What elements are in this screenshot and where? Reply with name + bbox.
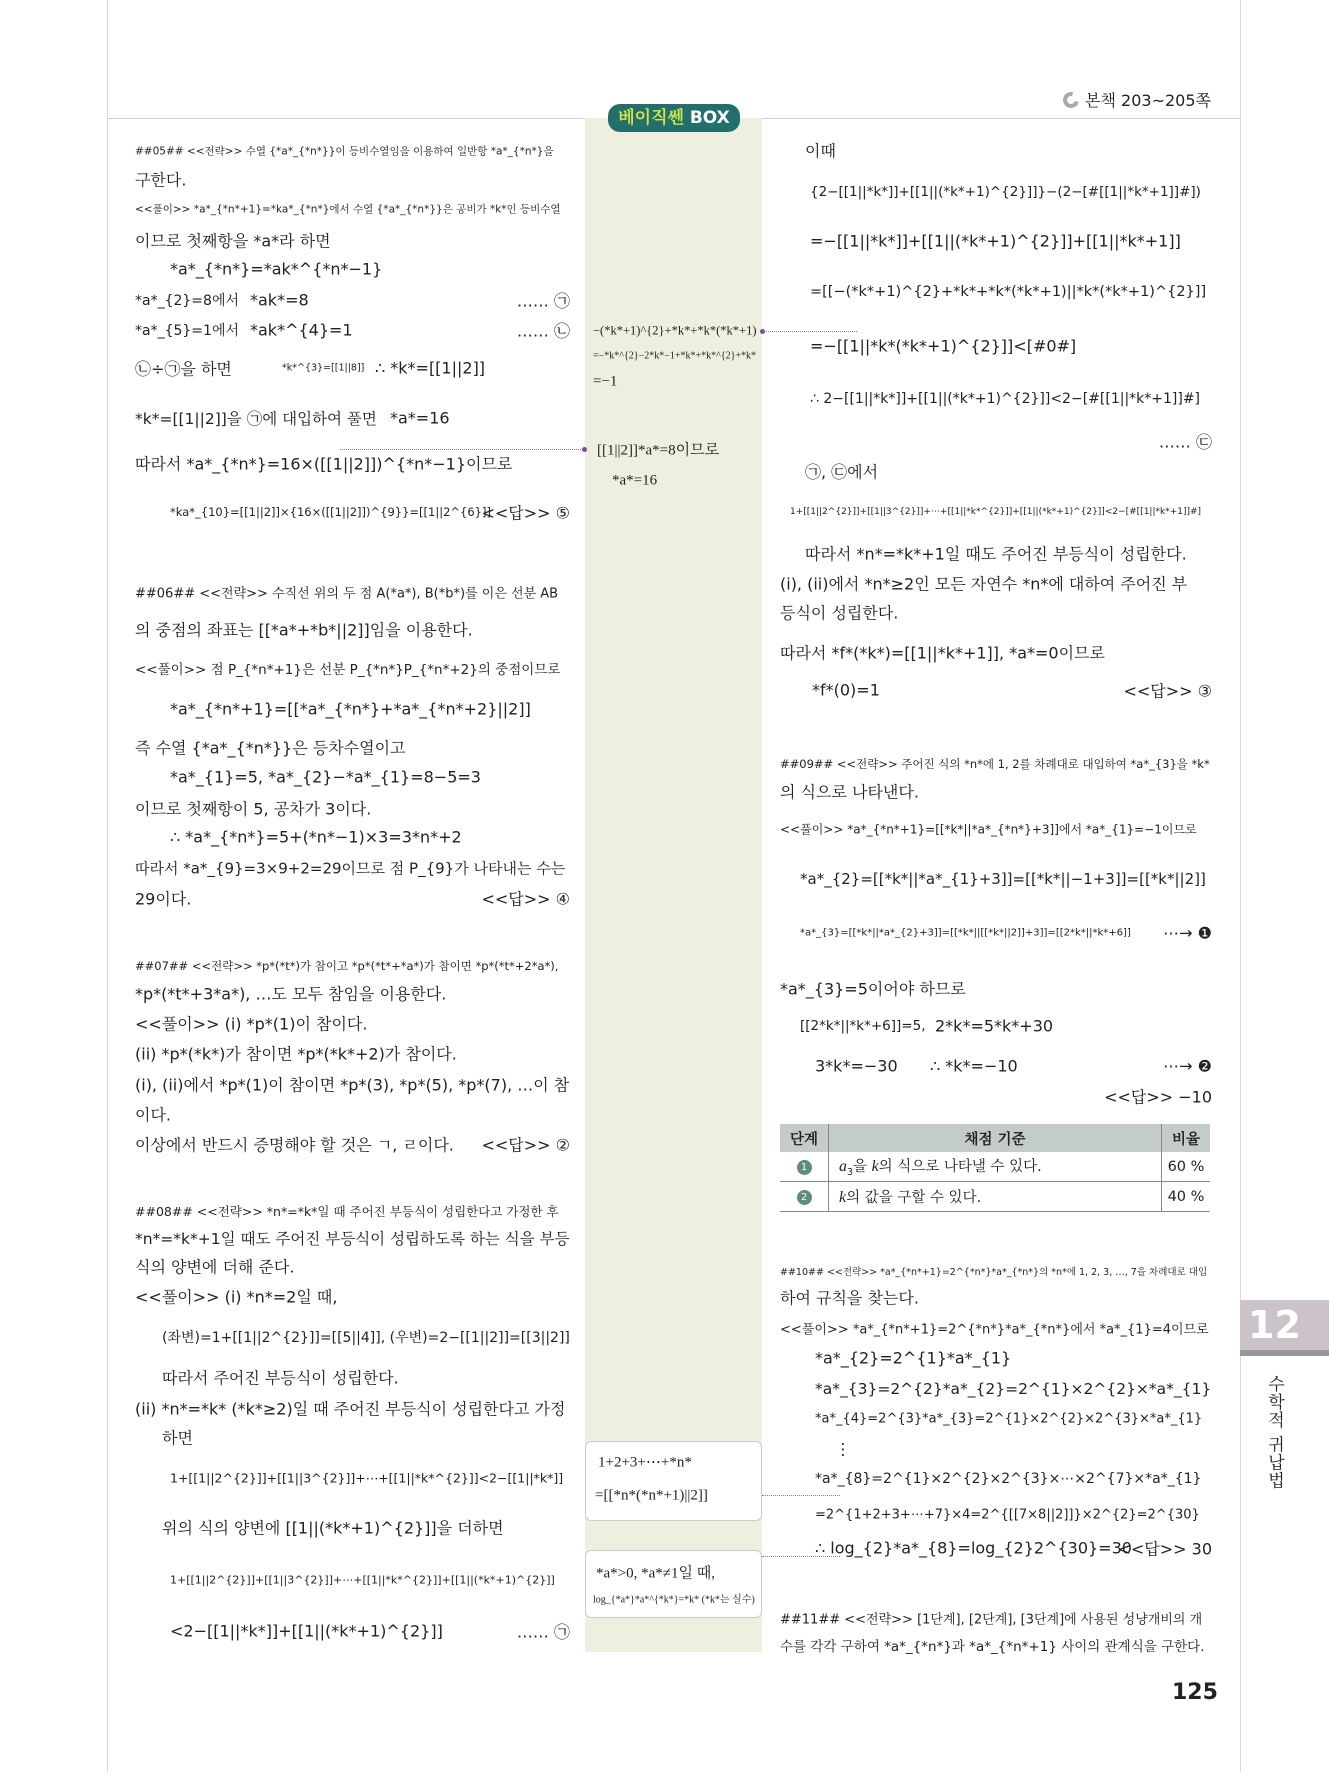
solution-line: …… ㉠ xyxy=(516,291,570,311)
solution-line: ##11## <<전략>> [1단계], [2단계], [3단계]에 사용된 성냥개비의 개 xyxy=(780,1612,1203,1628)
page-number: 125 xyxy=(1172,1680,1218,1705)
solution-line: *ak*=8 xyxy=(250,290,309,310)
step-badge: 2 xyxy=(797,1190,812,1205)
solution-line: <<풀이>> *a*_{*n*+1}=[[*k*||*a*_{*n*}+3]]에서 *a*_{1}=−1이므로 xyxy=(780,822,1197,837)
page-margin-left xyxy=(107,0,108,1772)
solution-line: ⋯→ ❷ xyxy=(1163,1056,1212,1076)
solution-line: =−[[1||*k*(*k*+1)^{2}]]<[#0#] xyxy=(810,336,1077,356)
solution-line: 위의 식의 양변에 [[1||(*k*+1)^{2}]]을 더하면 xyxy=(162,1518,504,1538)
solution-line: *a*_{3}=2^{2}*a*_{2}=2^{1}×2^{2}×*a*_{1} xyxy=(815,1380,1212,1398)
ratio: 40 % xyxy=(1162,1182,1211,1212)
solution-line: 1+[[1||2^{2}]]+[[1||3^{2}]]+⋯+[[1||*k*^{2}]]<2−[[1||*k*]] xyxy=(170,1470,564,1486)
solution-line: <<답>> ④ xyxy=(481,889,570,909)
solution-line: 따라서 *f*(*k*)=[[1||*k*+1]], *a*=0이므로 xyxy=(780,643,1105,663)
solution-line: *f*(0)=1 xyxy=(812,680,880,700)
box-note: −(*k*+1)^{2}+*k*+*k*(*k*+1) xyxy=(593,323,757,338)
solution-line: 이므로 첫째항을 *a*라 하면 xyxy=(135,231,331,251)
solution-line: 1+[[1||2^{2}]]+[[1||3^{2}]]+⋯+[[1||*k*^{2}]]+[[1||(*k*+1)^{2}]] xyxy=(170,1573,555,1587)
box-label-left: 베이직쎈 xyxy=(618,108,684,128)
solution-line: =[[−(*k*+1)^{2}+*k*+*k*(*k*+1)||*k*(*k*+1)^{2}]] xyxy=(810,284,1207,300)
solution-line: *a*_{*n*}=*ak*^{*n*−1} xyxy=(170,259,383,279)
solution-line: 하면 xyxy=(162,1428,193,1448)
header-ratio: 비율 xyxy=(1162,1124,1211,1152)
solution-line: ∴ 2−[[1||*k*]]+[[1||(*k*+1)^{2}]]<2−[#[[1||*k*+1]]#] xyxy=(810,391,1201,407)
solution-line: 2*k*=5*k*+30 xyxy=(935,1016,1054,1036)
solution-line: <<풀이>> (i) *p*(1)이 참이다. xyxy=(135,1014,368,1034)
solution-line: 등식이 성립한다. xyxy=(780,603,899,623)
solution-line: <<답>> ③ xyxy=(1123,681,1212,701)
solution-line: ##05## <<전략>> 수열 {*a*_{*n*}}이 등비수열임을 이용하여 일반항 *a*_{*n*}을 xyxy=(135,145,554,158)
box-note: *a*=16 xyxy=(612,472,658,489)
basic-box-column xyxy=(585,118,762,1652)
solution-line: *a*_{2}=[[*k*||*a*_{1}+3]]=[[*k*||−1+3]]=[[*k*||2]] xyxy=(800,870,1206,888)
solution-line: ##08## <<전략>> *n*=*k*일 때 주어진 부등식이 성립한다고 가정한 후 xyxy=(135,1204,559,1219)
solution-line: ##10## <<전략>> *a*_{*n*+1}=2^{*n*}*a*_{*n*}의 *n*에 1, 2, 3, …, 7을 차례대로 대입 xyxy=(780,1267,1208,1278)
solution-line: ∴ *k*=[[1||2]] xyxy=(375,358,486,378)
solution-line: 구한다. xyxy=(135,170,187,190)
solution-line: 따라서 *a*_{9}=3×9+2=29이므로 점 P_{9}가 나타내는 수는 xyxy=(135,859,566,878)
connector-dot xyxy=(582,447,587,452)
solution-line: <<답>> 30 xyxy=(1117,1539,1212,1559)
solution-line: 1+[[1||2^{2}]]+[[1||3^{2}]]+⋯+[[1||*k*^{2}]]+[[1||(*k*+1)^{2}]]<2−[#[[1||*k*+1]]#] xyxy=(790,507,1202,517)
box-note: 1+2+3+⋯+*n* xyxy=(598,1454,692,1471)
solution-line: 하여 규칙을 찾는다. xyxy=(780,1288,919,1308)
scoring-table xyxy=(780,1124,1210,1212)
page-margin-right xyxy=(1240,0,1241,1772)
solution-line: ⋮ xyxy=(835,1439,851,1459)
solution-line: 29이다. xyxy=(135,889,192,909)
solution-line: <<답>> ② xyxy=(481,1135,570,1155)
solution-line: …… ㉠ xyxy=(516,1622,570,1642)
criterion: k의 값을 구할 수 있다. xyxy=(829,1182,1162,1212)
solution-line: 의 식으로 나타낸다. xyxy=(780,782,919,802)
solution-line: ∴ log_{2}*a*_{8}=log_{2}2^{30}=30 xyxy=(815,1538,1132,1558)
solution-line: 식의 양변에 더해 준다. xyxy=(135,1257,295,1277)
solution-line: 즉 수열 {*a*_{*n*}}은 등차수열이고 xyxy=(135,738,406,758)
solution-line: ##07## <<전략>> *p*(*t*)가 참이고 *p*(*t*+*a*)가 참이면 *p*(*t*+2*a*), xyxy=(135,959,559,973)
solution-line: *a*_{*n*+1}=[[*a*_{*n*}+*a*_{*n*+2}||2]] xyxy=(170,699,531,719)
solution-line: *a*_{4}=2^{3}*a*_{3}=2^{1}×2^{2}×2^{3}×*a*_{1} xyxy=(815,1411,1203,1427)
solution-line: 이때 xyxy=(805,141,836,161)
solution-line: (좌변)=1+[[1||2^{2}]]=[[5||4]], (우변)=2−[[1||2]]=[[3||2]] xyxy=(162,1330,570,1346)
solution-line: =2^{1+2+3+⋯+7}×4=2^{[[7×8||2]]}×2^{2}=2^{30} xyxy=(815,1507,1200,1523)
table-row xyxy=(780,1152,1210,1182)
solution-line: <2−[[1||*k*]]+[[1||(*k*+1)^{2}]] xyxy=(170,1621,443,1641)
connector-dot xyxy=(760,329,765,334)
solution-line: *ak*^{4}=1 xyxy=(250,320,353,340)
solution-line: 이므로 첫째항이 5, 공차가 3이다. xyxy=(135,799,372,819)
solution-line: <<풀이>> 점 P_{*n*+1}은 선분 P_{*n*}P_{*n*+2}의 중점이므로 xyxy=(135,662,561,678)
box-note: =−1 xyxy=(593,373,618,390)
solution-line: *a*_{3}=[[*k*||*a*_{2}+3]]=[[*k*||[[*k*||2]]+3]]=[[2*k*||*k*+6]] xyxy=(800,927,1131,939)
ratio: 60 % xyxy=(1162,1152,1211,1182)
solution-line: *p*(*t*+3*a*), …도 모두 참임을 이용한다. xyxy=(135,984,447,1004)
solution-line: 이상에서 반드시 증명해야 할 것은 ㄱ, ㄹ이다. xyxy=(135,1135,454,1155)
solution-line: …… ㉢ xyxy=(1158,432,1212,452)
box-label-right: BOX xyxy=(689,108,730,128)
solution-line: …… ㉡ xyxy=(516,321,570,341)
solution-line: (i), (ii)에서 *p*(1)이 참이면 *p*(3), *p*(5), *p*(7), …이 참 xyxy=(135,1075,570,1095)
solution-line: (ii) *p*(*k*)가 참이면 *p*(*k*+2)가 참이다. xyxy=(135,1044,457,1064)
solution-line: 따라서 *n*=*k*+1일 때도 주어진 부등식이 성립한다. xyxy=(805,544,1187,564)
solution-line: [[2*k*||*k*+6]]=5, xyxy=(800,1018,926,1034)
solution-line: ⋯→ ❶ xyxy=(1163,923,1212,943)
solution-line: =−[[1||*k*]]+[[1||(*k*+1)^{2}]]+[[1||*k*+1]] xyxy=(810,231,1181,251)
note-box-log-formula xyxy=(585,1550,762,1618)
solution-line: 의 중점의 좌표는 [[*a*+*b*||2]]임을 이용한다. xyxy=(135,620,473,640)
solution-line: ㉡÷㉠을 하면 xyxy=(135,359,232,379)
solution-line: *a*_{3}=5이어야 하므로 xyxy=(780,979,966,999)
solution-line: *a*_{1}=5, *a*_{2}−*a*_{1}=8−5=3 xyxy=(170,767,481,787)
solution-line: *a*_{5}=1에서 xyxy=(135,323,239,339)
crescent-icon xyxy=(1060,89,1082,111)
connector-line xyxy=(762,331,857,332)
solution-line: 이다. xyxy=(135,1105,171,1125)
solution-line: <<풀이>> (i) *n*=2일 때, xyxy=(135,1287,338,1307)
solution-line: 따라서 *a*_{*n*}=16×([[1||2]])^{*n*−1}이므로 xyxy=(135,454,513,474)
solution-line: *k*^{3}=[[1||8]] xyxy=(282,362,365,374)
basic-box-badge xyxy=(608,104,740,132)
chapter-title: 수학적 귀납법 xyxy=(1264,1375,1284,1490)
solution-line: *n*=*k*+1일 때도 주어진 부등식이 성립하도록 하는 식을 부등 xyxy=(135,1230,570,1248)
solution-line: ∴ *k*=−10 xyxy=(930,1056,1018,1076)
solution-line: (ii) *n*=*k* (*k*≥2)일 때 주어진 부등식이 성립한다고 가정 xyxy=(135,1399,566,1419)
reference-text: 본책 203~205쪽 xyxy=(1085,91,1211,110)
solution-line: ㉠, ㉢에서 xyxy=(805,462,879,482)
chapter-tab-bar xyxy=(1240,1350,1329,1356)
box-note: *a*>0, *a*≠1일 때, xyxy=(596,1565,715,1582)
box-note: [[1||2]]*a*=8이므로 xyxy=(597,442,720,459)
table-row xyxy=(780,1182,1210,1212)
box-note: log_{*a*}*a*^{*k*}=*k* (*k*는 실수) xyxy=(593,1594,755,1606)
header-step: 단계 xyxy=(780,1124,829,1152)
box-note: =−*k*^{2}−2*k*−1+*k*+*k*^{2}+*k* xyxy=(593,350,757,362)
solution-line: *a*_{2}=8에서 xyxy=(135,293,239,309)
solution-line: 3*k*=−30 xyxy=(815,1056,898,1076)
box-note: =[[*n*(*n*+1)||2]] xyxy=(595,1487,708,1504)
solution-line: ##06## <<전략>> 수직선 위의 두 점 A(*a*), B(*b*)를 이은 선분 AB xyxy=(135,586,559,602)
solution-line: *a*=16 xyxy=(390,408,450,428)
solution-line: *a*_{8}=2^{1}×2^{2}×2^{3}×⋯×2^{7}×*a*_{1} xyxy=(815,1471,1202,1487)
solution-line: (i), (ii)에서 *n*≥2인 모든 자연수 *n*에 대하여 주어진 부 xyxy=(780,574,1188,594)
connector-line xyxy=(762,1495,840,1496)
solution-line: *a*_{2}=2^{1}*a*_{1} xyxy=(815,1348,1012,1368)
solution-line: <<풀이>> *a*_{*n*+1}=2^{*n*}*a*_{*n*}에서 *a*_{1}=4이므로 xyxy=(780,1322,1209,1338)
textbook-reference xyxy=(1063,88,1211,111)
connector-line xyxy=(340,449,585,450)
solution-line: *ka*_{10}=[[1||2]]×{16×([[1||2]])^{9}}=[[1||2^{6}]] xyxy=(170,505,491,519)
solution-line: ∴ *a*_{*n*}=5+(*n*−1)×3=3*n*+2 xyxy=(170,827,462,847)
solution-line: <<답>> −10 xyxy=(1104,1087,1212,1107)
step-badge: 1 xyxy=(797,1160,812,1175)
solution-line: 따라서 주어진 부등식이 성립한다. xyxy=(162,1368,399,1388)
solution-line: <<풀이>> *a*_{*n*+1}=*ka*_{*n*}에서 수열 {*a*_{*n*}}은 공비가 *k*인 등비수열 xyxy=(135,203,561,216)
solution-line: 수를 각각 구하여 *a*_{*n*}과 *a*_{*n*+1} 사이의 관계식을 구한다. xyxy=(780,1639,1205,1655)
criterion: $a_3$을 k의 식으로 나타낼 수 있다. xyxy=(829,1152,1162,1182)
chapter-tab: 12 xyxy=(1240,1300,1329,1350)
solution-line: ##09## <<전략>> 주어진 식의 *n*에 1, 2를 차례대로 대입하여 *a*_{3}을 *k* xyxy=(780,757,1210,771)
solution-line: <<답>> ⑤ xyxy=(481,503,570,523)
solution-line: *k*=[[1||2]]을 ㉠에 대입하여 풀면 xyxy=(135,410,377,428)
header-criterion: 채점 기준 xyxy=(829,1124,1162,1152)
solution-line: {2−[[1||*k*]]+[[1||(*k*+1)^{2}]]}−(2−[#[[1||*k*+1]]#]) xyxy=(810,184,1201,200)
